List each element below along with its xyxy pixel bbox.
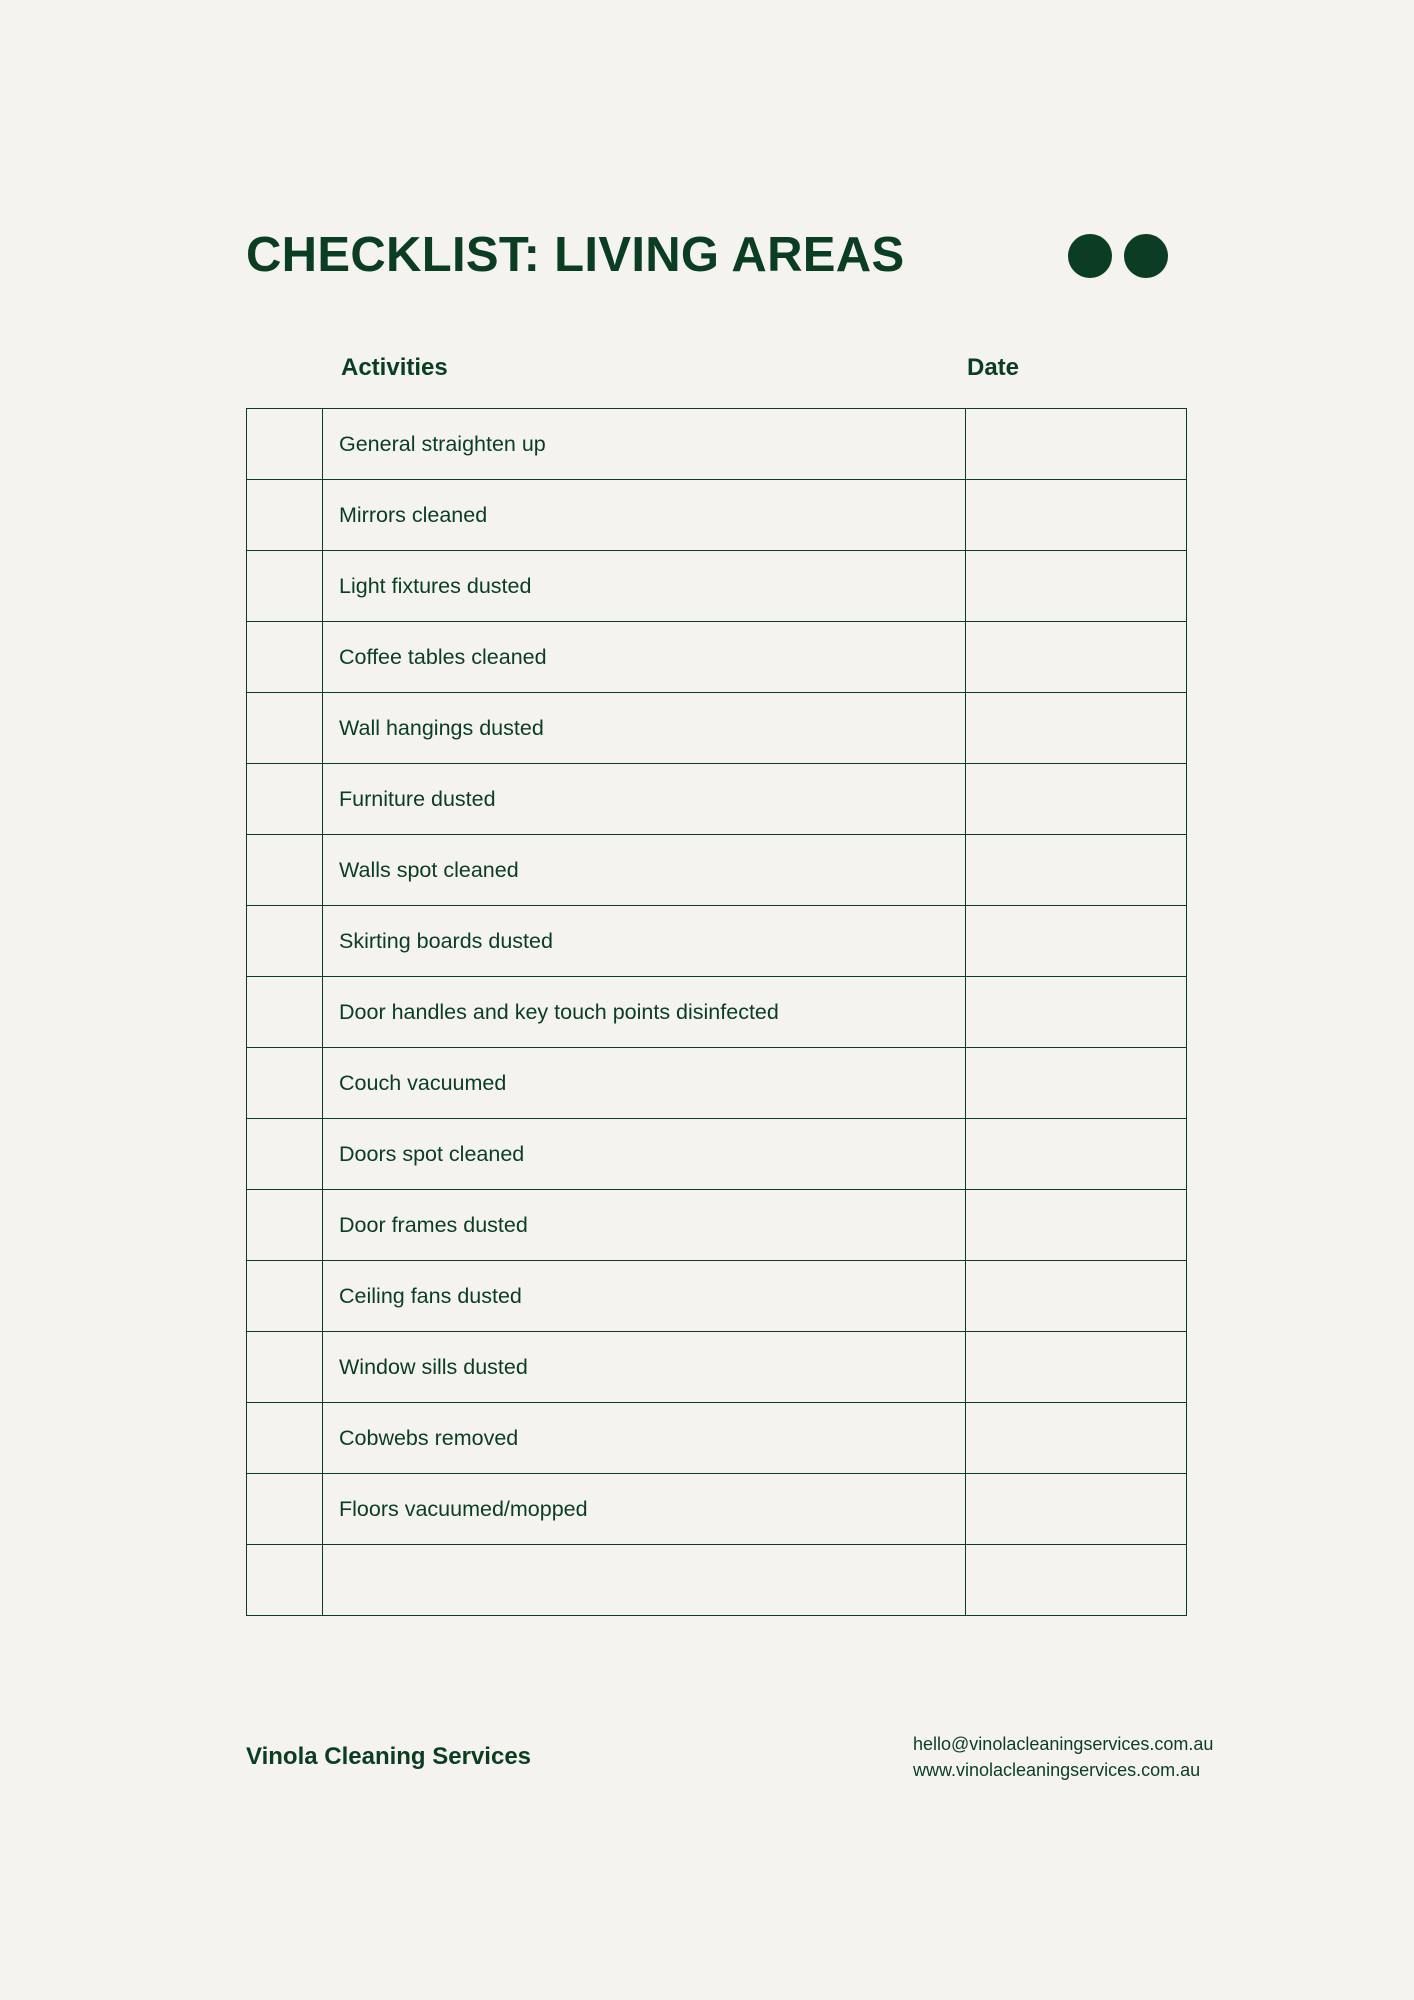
activity-cell: Coffee tables cleaned [323, 622, 966, 693]
table-row [247, 409, 1187, 480]
checkbox-cell[interactable] [247, 551, 323, 622]
activity-cell: Furniture dusted [323, 764, 966, 835]
activity-cell: Walls spot cleaned [323, 835, 966, 906]
date-cell[interactable] [966, 1474, 1187, 1545]
activity-cell: Light fixtures dusted [323, 551, 966, 622]
circle-icon [1068, 234, 1112, 278]
table-row [247, 1403, 1187, 1474]
checkbox-cell[interactable] [247, 977, 323, 1048]
activity-cell: Skirting boards dusted [323, 906, 966, 977]
checkbox-cell[interactable] [247, 1545, 323, 1616]
activity-cell: General straighten up [323, 409, 966, 480]
date-cell[interactable] [966, 977, 1187, 1048]
contact-info [913, 1731, 1213, 1783]
checkbox-cell[interactable] [247, 1261, 323, 1332]
checkbox-cell[interactable] [247, 1119, 323, 1190]
date-cell[interactable] [966, 1261, 1187, 1332]
decorative-dots [1068, 234, 1170, 278]
activities-column-header: Activities [341, 354, 448, 381]
date-cell[interactable] [966, 1403, 1187, 1474]
table-row [247, 1190, 1187, 1261]
checkbox-cell[interactable] [247, 622, 323, 693]
table-row [247, 977, 1187, 1048]
table-row [247, 906, 1187, 977]
checklist-body [247, 409, 1187, 1616]
checkbox-cell[interactable] [247, 480, 323, 551]
date-cell[interactable] [966, 1119, 1187, 1190]
activity-cell [323, 1545, 966, 1616]
table-row [247, 1048, 1187, 1119]
checklist-table [246, 408, 1187, 1616]
checkbox-cell[interactable] [247, 1332, 323, 1403]
date-cell[interactable] [966, 1332, 1187, 1403]
table-row [247, 1332, 1187, 1403]
table-row [247, 1545, 1187, 1616]
checkbox-cell[interactable] [247, 1474, 323, 1545]
website-link[interactable]: www.vinolacleaningservices.com.au [913, 1760, 1201, 1780]
date-cell[interactable] [966, 906, 1187, 977]
checkbox-cell[interactable] [247, 906, 323, 977]
table-row [247, 835, 1187, 906]
table-row [247, 622, 1187, 693]
checkbox-cell[interactable] [247, 409, 323, 480]
table-row [247, 1119, 1187, 1190]
activity-cell: Door handles and key touch points disinfected [323, 977, 966, 1048]
activity-cell: Couch vacuumed [323, 1048, 966, 1119]
date-cell[interactable] [966, 835, 1187, 906]
checkbox-cell[interactable] [247, 764, 323, 835]
checkbox-cell[interactable] [247, 1403, 323, 1474]
date-column-header: Date [967, 354, 1020, 381]
activity-cell: Ceiling fans dusted [323, 1261, 966, 1332]
checkbox-cell[interactable] [247, 1048, 323, 1119]
table-row [247, 693, 1187, 764]
activity-cell: Window sills dusted [323, 1332, 966, 1403]
checkbox-cell[interactable] [247, 835, 323, 906]
table-row [247, 1261, 1187, 1332]
activity-cell: Mirrors cleaned [323, 480, 966, 551]
date-cell[interactable] [966, 1545, 1187, 1616]
activity-cell: Wall hangings dusted [323, 693, 966, 764]
date-cell[interactable] [966, 764, 1187, 835]
activity-cell: Doors spot cleaned [323, 1119, 966, 1190]
date-cell[interactable] [966, 622, 1187, 693]
date-cell[interactable] [966, 409, 1187, 480]
date-cell[interactable] [966, 551, 1187, 622]
checkbox-cell[interactable] [247, 1190, 323, 1261]
circle-icon [1124, 234, 1168, 278]
table-row [247, 551, 1187, 622]
date-cell[interactable] [966, 480, 1187, 551]
activity-cell: Door frames dusted [323, 1190, 966, 1261]
table-row [247, 1474, 1187, 1545]
activity-cell: Floors vacuumed/mopped [323, 1474, 966, 1545]
email-link[interactable]: hello@vinolacleaningservices.com.au [913, 1734, 1214, 1754]
checkbox-cell[interactable] [247, 693, 323, 764]
activity-cell: Cobwebs removed [323, 1403, 966, 1474]
table-row [247, 764, 1187, 835]
date-cell[interactable] [966, 693, 1187, 764]
date-cell[interactable] [966, 1190, 1187, 1261]
company-name: Vinola Cleaning Services [246, 1743, 532, 1770]
date-cell[interactable] [966, 1048, 1187, 1119]
page-title: CHECKLIST: LIVING AREAS [246, 228, 905, 282]
table-row [247, 480, 1187, 551]
